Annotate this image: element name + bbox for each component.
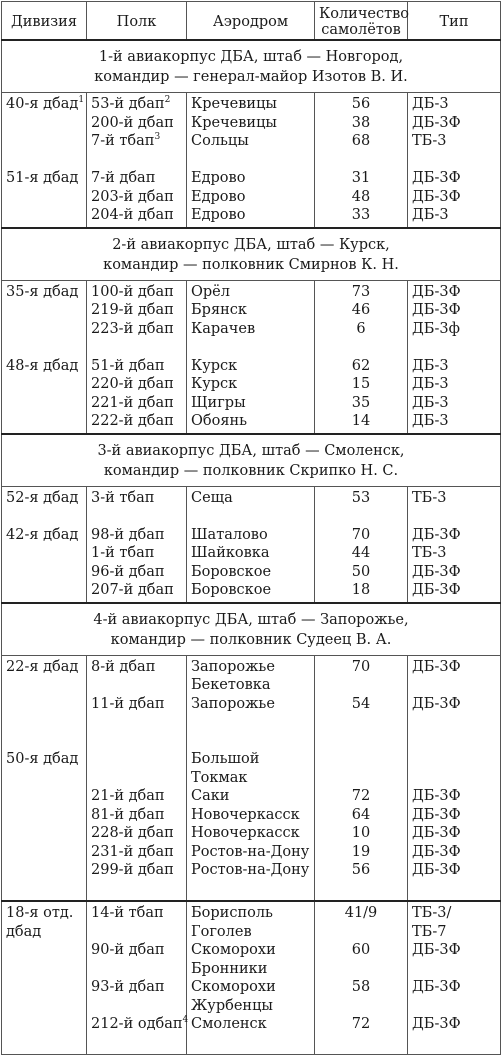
type-cell <box>408 486 501 603</box>
regiment-value: 90-й дбап <box>91 942 165 958</box>
division-value <box>6 824 82 843</box>
type-value: ДБ-3Ф <box>412 806 461 823</box>
count-value: 14 <box>351 413 371 429</box>
type-value: ДБ-3Ф <box>412 526 461 543</box>
count-value <box>319 676 403 695</box>
footnote-marker: 1 <box>78 95 85 106</box>
regiment-value: 219-й дбап <box>91 302 174 318</box>
division-cell <box>2 655 87 901</box>
count-value: 64 <box>351 806 371 823</box>
airfield-value: Щигры <box>191 394 246 411</box>
airfield-value: Ростов-на-Дону <box>191 843 310 860</box>
regiment-value: 21-й дбап <box>91 788 165 804</box>
regiment-cell <box>87 280 187 434</box>
regiment-value <box>91 923 182 942</box>
airfield-value: Токмак <box>191 769 248 786</box>
type-value: ДБ-3Ф <box>412 843 461 860</box>
airfield-cell <box>187 655 315 901</box>
regiment-value: 93-й дбап <box>91 979 165 995</box>
regiment-value <box>91 713 182 732</box>
airfield-value: Запорожье <box>191 658 275 675</box>
division-value <box>6 806 82 825</box>
count-value: 15 <box>351 376 371 392</box>
regiment-value: 221-й дбап <box>91 394 174 411</box>
corps-section <box>2 901 501 1055</box>
airfield-value: Орёл <box>191 283 230 300</box>
airfield-value: Большой <box>191 751 260 767</box>
corps-commander: командир — генерал-майор Изотов В. И. <box>94 69 408 85</box>
type-value <box>412 769 496 788</box>
type-value <box>412 507 496 526</box>
count-value: 10 <box>351 825 371 841</box>
footnote-marker: 2 <box>164 95 171 106</box>
regiment-value: 223-й дбап <box>91 320 174 337</box>
corps-headquarters: 4-й авиакорпус ДБА, штаб — Запорожье, <box>93 611 409 628</box>
division-value <box>6 880 82 899</box>
airfield-value: Новочеркасск <box>191 806 300 823</box>
count-value: 56 <box>351 862 371 878</box>
regiment-value <box>91 676 182 695</box>
count-value: 6 <box>356 320 366 337</box>
regiment-value: 7-й дбап <box>91 170 156 186</box>
division-cell <box>2 93 87 228</box>
regiment-value: 203-й дбап <box>91 188 174 205</box>
type-cell <box>408 901 501 1055</box>
type-cell <box>408 280 501 434</box>
regiment-value: 81-й дбап <box>91 806 165 823</box>
type-value <box>412 676 496 695</box>
division-value <box>6 507 82 526</box>
division-row <box>2 901 501 1055</box>
airfield-value: Боровское <box>191 563 272 580</box>
division-value <box>6 412 82 431</box>
regiment-value: 53-й дбап$^2$ <box>91 95 171 112</box>
type-cell <box>408 93 501 228</box>
division-value: 48-я дбад <box>6 357 79 374</box>
airfield-value: Курск <box>191 357 238 374</box>
count-value: 19 <box>351 843 371 860</box>
airfield-value: Саки <box>191 788 230 804</box>
division-value <box>6 713 82 732</box>
airfield-value: Бекетовка <box>191 677 271 693</box>
count-cell <box>315 901 408 1055</box>
division-value <box>6 151 82 170</box>
airfield-value: Скоморохи <box>191 979 276 995</box>
count-value: 72 <box>351 788 371 804</box>
regiment-value: 14-й тбап <box>91 905 164 921</box>
division-row <box>2 93 501 228</box>
division-value <box>6 301 82 320</box>
type-value: ТБ-3 <box>412 133 447 149</box>
division-value: 18-я отд. <box>6 905 74 921</box>
airfield-value: Шаталово <box>191 526 268 543</box>
corps-title <box>2 40 501 93</box>
regiment-value: 96-й дбап <box>91 563 165 580</box>
type-value: ДБ-3ф <box>412 320 460 337</box>
type-value: ДБ-3Ф <box>412 862 461 878</box>
division-value <box>6 581 82 600</box>
division-value <box>6 732 82 751</box>
type-value: ДБ-3Ф <box>412 283 461 300</box>
regiment-cell <box>87 655 187 901</box>
corps-section <box>2 228 501 434</box>
corps-title <box>2 434 501 487</box>
count-value: 33 <box>351 207 371 223</box>
type-value: ДБ-3Ф <box>412 302 461 318</box>
regiment-value <box>91 750 182 769</box>
airfield-value: Новочеркасск <box>191 825 300 841</box>
corps-headquarters: 2-й авиакорпус ДБА, штаб — Курск, <box>112 236 390 253</box>
division-value <box>6 394 82 413</box>
airfield-value: Брянск <box>191 302 247 318</box>
count-value: 31 <box>351 170 371 186</box>
corps-header-row <box>2 603 501 656</box>
division-value: 50-я дбад <box>6 751 79 767</box>
count-value: 46 <box>351 302 371 318</box>
regiment-value: 98-й дбап <box>91 526 165 543</box>
header-row <box>2 2 501 41</box>
count-value <box>319 923 403 942</box>
corps-commander: командир — полковник Смирнов К. Н. <box>103 256 399 273</box>
count-cell <box>315 486 408 603</box>
count-cell <box>315 280 408 434</box>
type-value <box>412 151 496 170</box>
airfield-value <box>191 507 310 526</box>
corps-section <box>2 40 501 228</box>
airfield-value: Кречевицы <box>191 96 277 112</box>
regiment-value: 228-й дбап <box>91 825 174 841</box>
regiment-cell <box>87 93 187 228</box>
count-value: 35 <box>351 394 371 411</box>
count-value: 68 <box>351 133 371 149</box>
count-value: 53 <box>351 489 371 506</box>
division-cell <box>2 280 87 434</box>
type-value: ДБ-3 <box>412 376 449 392</box>
regiment-value: 1-й тбап <box>91 545 155 561</box>
count-value <box>319 997 403 1016</box>
airfield-value: Шайковка <box>191 545 270 561</box>
count-value <box>319 338 403 357</box>
count-value <box>319 507 403 526</box>
airfield-cell <box>187 486 315 603</box>
count-value: 50 <box>351 563 371 580</box>
count-value: 18 <box>351 582 371 598</box>
type-value: ДБ-3 <box>412 357 449 374</box>
type-value: ДБ-3Ф <box>412 114 461 131</box>
type-cell <box>408 655 501 901</box>
header-airfield: Аэродром <box>187 2 315 41</box>
regiment-value: 220-й дбап <box>91 376 174 392</box>
count-value: 56 <box>351 96 371 112</box>
airfield-value: Борисполь <box>191 905 273 921</box>
count-value: 70 <box>351 526 371 543</box>
airfield-value: Карачев <box>191 320 256 337</box>
corps-commander: командир — полковник Скрипко Н. С. <box>103 462 399 479</box>
division-value <box>6 563 82 582</box>
corps-title <box>2 603 501 656</box>
type-value <box>412 960 496 979</box>
corps-commander: командир — полковник Судеец В. А. <box>110 631 392 648</box>
airfield-value: Скоморохи <box>191 942 276 958</box>
count-value: 38 <box>351 114 371 131</box>
count-value: 62 <box>351 357 371 374</box>
division-value: дбад <box>6 923 42 940</box>
count-value: 44 <box>351 545 371 561</box>
count-value <box>319 750 403 769</box>
division-value <box>6 676 82 695</box>
type-value: ДБ-3Ф <box>412 979 461 995</box>
division-value <box>6 941 82 960</box>
airfield-value: Ростов-на-Дону <box>191 862 310 878</box>
division-value: 52-я дбад <box>6 489 79 506</box>
count-cell <box>315 655 408 901</box>
airfield-value: Сольцы <box>191 133 249 149</box>
count-value: 73 <box>351 283 371 300</box>
division-row <box>2 655 501 901</box>
regiment-value: 204-й дбап <box>91 207 174 223</box>
type-value: ТБ-7 <box>412 923 447 940</box>
airfield-cell <box>187 280 315 434</box>
corps-header-row <box>2 434 501 487</box>
airfield-value: Едрово <box>191 207 246 223</box>
aviation-corps-table <box>1 1 501 1055</box>
count-value <box>319 769 403 788</box>
regiment-value: 299-й дбап <box>91 862 174 878</box>
type-value: ДБ-3Ф <box>412 188 461 205</box>
corps-headquarters: 3-й авиакорпус ДБА, штаб — Смоленск, <box>97 442 405 459</box>
type-value: ДБ-3 <box>412 207 449 223</box>
airfield-value: Запорожье <box>191 695 275 712</box>
type-value <box>412 997 496 1016</box>
division-value <box>6 843 82 862</box>
count-value <box>319 151 403 170</box>
header-count: Количество самолётов <box>315 2 408 41</box>
regiment-value <box>91 997 182 1016</box>
footnote-marker: 3 <box>154 132 161 143</box>
regiment-value: 207-й дбап <box>91 582 174 598</box>
type-value <box>412 732 496 751</box>
division-value: 51-я дбад <box>6 170 79 186</box>
count-value <box>319 713 403 732</box>
corps-header-row <box>2 40 501 93</box>
airfield-value: Боровское <box>191 582 272 598</box>
division-value <box>6 338 82 357</box>
regiment-value <box>91 769 182 788</box>
airfield-value: Едрово <box>191 188 246 205</box>
airfield-value: Обоянь <box>191 413 248 429</box>
division-value <box>6 861 82 880</box>
type-value: ДБ-3Ф <box>412 170 461 186</box>
division-value <box>6 320 82 339</box>
regiment-value <box>91 151 182 170</box>
division-value: 22-я дбад <box>6 658 79 675</box>
regiment-value: 51-й дбап <box>91 357 165 374</box>
corps-section <box>2 603 501 902</box>
division-value: 35-я дбад <box>6 283 79 300</box>
header-type: Тип <box>408 2 501 41</box>
corps-headquarters: 1-й авиакорпус ДБА, штаб — Новгород, <box>98 49 404 65</box>
regiment-value <box>91 507 182 526</box>
type-value: ДБ-3Ф <box>412 695 461 712</box>
regiment-value: 3-й тбап <box>91 489 155 506</box>
corps-title <box>2 228 501 281</box>
regiment-value: 11-й дбап <box>91 695 165 712</box>
count-cell <box>315 93 408 228</box>
division-value <box>6 544 82 563</box>
count-value: 48 <box>351 188 371 205</box>
division-value <box>6 997 82 1016</box>
corps-header-row <box>2 228 501 281</box>
division-value <box>6 375 82 394</box>
airfield-value: Смоленск <box>191 1016 267 1032</box>
division-row <box>2 280 501 434</box>
count-value: 60 <box>351 942 371 958</box>
regiment-value: 222-й дбап <box>91 413 174 429</box>
airfield-value <box>191 151 310 170</box>
footnote-marker: 4 <box>182 1015 189 1026</box>
type-value <box>412 338 496 357</box>
airfield-value: Гоголев <box>191 923 252 940</box>
type-value: ТБ-3/ <box>412 905 452 921</box>
type-value: ДБ-3Ф <box>412 582 461 598</box>
type-value <box>412 750 496 769</box>
regiment-cell <box>87 486 187 603</box>
airfield-value <box>191 713 310 732</box>
airfield-value <box>191 732 310 751</box>
regiment-value <box>91 338 182 357</box>
division-value <box>6 769 82 788</box>
count-value: 54 <box>351 695 371 712</box>
count-value <box>319 960 403 979</box>
division-value <box>6 695 82 714</box>
type-value: ДБ-3 <box>412 394 449 411</box>
airfield-value: Кречевицы <box>191 114 277 131</box>
type-value: ДБ-3Ф <box>412 563 461 580</box>
regiment-cell <box>87 901 187 1055</box>
division-value <box>6 978 82 997</box>
count-value: 70 <box>351 658 371 675</box>
type-value: ТБ-3 <box>412 489 447 506</box>
division-value <box>6 188 82 207</box>
division-value: 40-я дбад$^1$ <box>6 95 85 112</box>
division-value <box>6 960 82 979</box>
regiment-value: 231-й дбап <box>91 843 174 860</box>
type-value: ТБ-3 <box>412 545 447 561</box>
type-value: ДБ-3Ф <box>412 1016 461 1032</box>
airfield-cell <box>187 93 315 228</box>
division-value <box>6 1034 82 1053</box>
regiment-value <box>91 960 182 979</box>
airfield-value: Бронники <box>191 960 268 977</box>
division-row <box>2 486 501 603</box>
header-regiment: Полк <box>87 2 187 41</box>
type-value: ДБ-3Ф <box>412 942 461 958</box>
type-value: ДБ-3Ф <box>412 658 461 675</box>
count-value: 41/9 <box>344 905 378 921</box>
division-value <box>6 132 82 151</box>
airfield-value: Сеща <box>191 489 233 506</box>
regiment-value: 7-й тбап$^3$ <box>91 132 161 149</box>
regiment-value: 200-й дбап <box>91 114 174 131</box>
airfield-value: Журбенцы <box>191 997 273 1014</box>
regiment-value: 100-й дбап <box>91 283 174 300</box>
airfield-value: Едрово <box>191 170 246 186</box>
airfield-value: Курск <box>191 376 238 392</box>
type-value: ДБ-3 <box>412 413 449 429</box>
count-value: 58 <box>351 979 371 995</box>
division-value <box>6 114 82 133</box>
header-division: Дивизия <box>2 2 87 41</box>
type-value: ДБ-3Ф <box>412 788 461 804</box>
division-value <box>6 206 82 225</box>
corps-section <box>2 434 501 603</box>
count-value <box>319 732 403 751</box>
division-cell <box>2 901 87 1055</box>
division-cell <box>2 486 87 603</box>
division-value <box>6 1015 82 1034</box>
count-value: 72 <box>351 1016 371 1032</box>
type-value <box>412 713 496 732</box>
regiment-value: 212-й одбап$^4$ <box>91 1015 189 1032</box>
division-value: 42-я дбад <box>6 526 79 543</box>
division-value <box>6 787 82 806</box>
type-value: ДБ-3 <box>412 96 449 112</box>
airfield-value <box>191 338 310 357</box>
airfield-cell <box>187 901 315 1055</box>
regiment-value <box>91 732 182 751</box>
type-value: ДБ-3Ф <box>412 825 461 841</box>
regiment-value: 8-й дбап <box>91 658 156 675</box>
